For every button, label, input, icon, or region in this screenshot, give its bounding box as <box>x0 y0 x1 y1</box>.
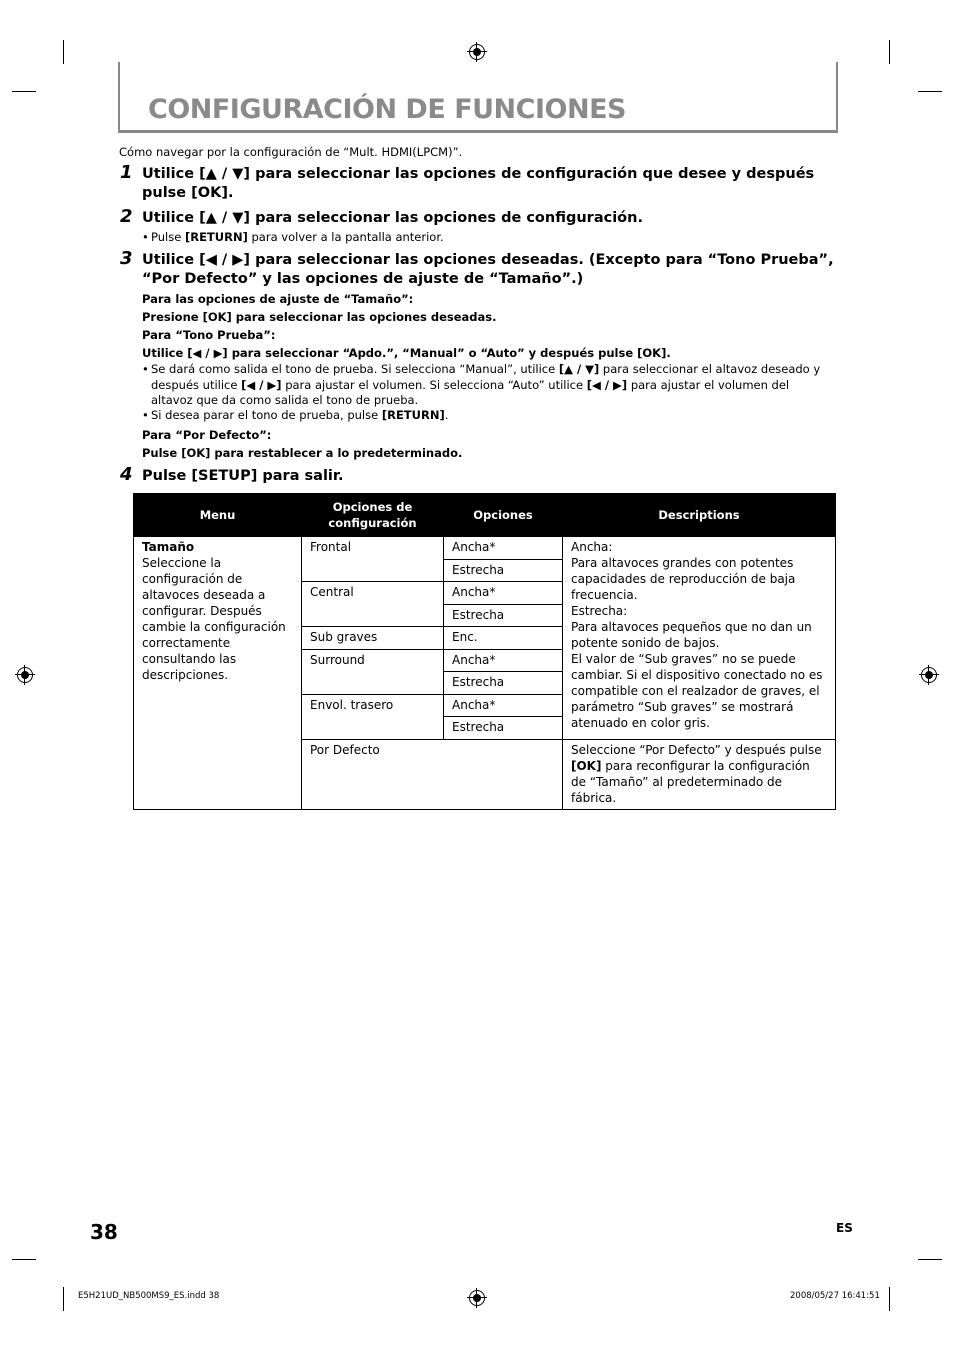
step-text: Utilice [◀ / ▶] para seleccionar las opciones deseadas. (Excepto para “Tono Prueba”, “Por Defecto” y las opciones de ajuste de “Tamaño”.) <box>142 252 834 287</box>
key-label: [◀ / ▶] <box>586 377 628 392</box>
column-header: Descriptions <box>563 494 836 537</box>
step-text: Pulse [SETUP] para salir. <box>142 468 344 484</box>
key-label: [◀ / ▶] <box>241 377 282 392</box>
step-number: 4 <box>120 464 133 485</box>
step-number: 1 <box>120 162 133 183</box>
crop-mark <box>12 1259 36 1260</box>
table-row <box>134 537 836 560</box>
option-cell: Estrecha <box>444 672 563 695</box>
return-key-label: [RETURN] <box>381 408 445 422</box>
ok-key-label: [OK] <box>571 759 602 773</box>
option-cell: Estrecha <box>444 605 563 627</box>
language-code: ES <box>836 1221 853 1235</box>
setting-cell: Por Defecto <box>302 740 563 810</box>
setting-cell: Central <box>302 582 444 627</box>
description-text: Seleccione “Por Defecto” y después pulse <box>571 743 822 757</box>
description-line: Para altavoces grandes con potentes capacidades de reproducción de baja frecuencia. <box>571 556 796 602</box>
menu-cell <box>134 537 302 810</box>
description-line: El valor de “Sub graves” no se puede cambiar. Si el dispositivo conectado no es compatible con el realzador de graves, el parámetro “Sub graves” se mostrará atenuado en color gris. <box>571 652 823 730</box>
bullet-icon: • <box>142 408 149 422</box>
column-header: Opciones de configuración <box>302 494 444 537</box>
size-text: Presione [OK] para seleccionar las opciones deseadas. <box>142 310 497 324</box>
bullet-icon: • <box>142 230 149 244</box>
note-text: para ajustar el volumen del altavoz que da como salida el tono de prueba. <box>151 377 790 407</box>
footer-date: 2008/05/27 16:41:51 <box>790 1291 880 1301</box>
footer-file: E5H21UD_NB500MS9_ES.indd 38 <box>78 1291 220 1301</box>
description-cell <box>563 740 836 810</box>
table-header-row <box>134 494 836 537</box>
setting-cell: Envol. trasero <box>302 695 444 740</box>
column-header: Menu <box>134 494 302 537</box>
description-line: Ancha: <box>571 540 613 554</box>
key-label: [▲ / ▼] <box>558 362 600 376</box>
step-text: Utilice [▲ / ▼] para seleccionar las opciones de configuración. <box>142 210 643 226</box>
note-text: para volver a la pantalla anterior. <box>247 230 444 244</box>
option-cell: Estrecha <box>444 560 563 582</box>
page-title: CONFIGURACIÓN DE FUNCIONES <box>148 94 626 125</box>
option-cell: Ancha* <box>444 537 563 560</box>
settings-table <box>133 493 836 810</box>
default-text: Pulse [OK] para restablecer a lo predeterminado. <box>142 446 463 460</box>
crop-mark <box>889 40 890 64</box>
default-heading: Para “Por Defecto”: <box>142 428 272 442</box>
step-number: 2 <box>120 206 133 227</box>
option-cell: Enc. <box>444 627 563 650</box>
registration-mark-icon <box>17 667 33 683</box>
tone-heading: Para “Tono Prueba”: <box>142 328 276 342</box>
crop-mark <box>63 1287 64 1311</box>
note-text: . <box>444 408 449 422</box>
step-number: 3 <box>120 248 133 269</box>
setting-cell: Surround <box>302 650 444 695</box>
option-cell: Ancha* <box>444 582 563 605</box>
step-text: Utilice [▲ / ▼] para seleccionar las opciones de configuración que desee y después pulse [OK]. <box>142 166 815 201</box>
return-key-label: [RETURN] <box>184 230 248 244</box>
option-cell: Estrecha <box>444 717 563 740</box>
note-text: Si desea parar el tono de prueba, pulse <box>151 408 382 422</box>
crop-mark <box>12 91 36 92</box>
size-heading: Para las opciones de ajuste de “Tamaño”: <box>142 292 414 306</box>
note-text: Pulse <box>151 230 185 244</box>
note-text: para ajustar el volumen. Si selecciona “Auto” utilice <box>281 377 587 392</box>
crop-mark <box>63 40 64 64</box>
crop-mark <box>889 1287 890 1311</box>
registration-mark-icon <box>469 1290 485 1306</box>
crop-mark <box>918 91 942 92</box>
tone-text: Utilice [◀ / ▶] para seleccionar “Apdo.”, “Manual” o “Auto” y después pulse [OK]. <box>142 346 671 360</box>
note-text: Se dará como salida el tono de prueba. Si selecciona “Manual”, utilice <box>151 362 559 376</box>
bullet-icon: • <box>142 362 149 376</box>
registration-mark-icon <box>469 44 485 60</box>
description-line: Estrecha: <box>571 604 628 618</box>
crop-mark <box>918 1259 942 1260</box>
setting-cell: Frontal <box>302 537 444 582</box>
intro-text: Cómo navegar por la configuración de “Mult. HDMI(LPCM)”. <box>119 145 463 159</box>
page-number: 38 <box>90 1220 118 1244</box>
note-text: para seleccionar el altavoz deseado y después utilice <box>151 362 821 392</box>
option-cell: Ancha* <box>444 695 563 717</box>
menu-description: Seleccione la configuración de altavoces deseada a configurar. Después cambie la configuración correctamente consultando las descripciones. <box>142 556 286 682</box>
description-text: para reconfigurar la configuración de “Tamaño” al predeterminado de fábrica. <box>571 759 810 805</box>
setting-cell: Sub graves <box>302 627 444 650</box>
column-header: Opciones <box>444 494 563 537</box>
menu-title: Tamaño <box>142 540 195 554</box>
registration-mark-icon <box>921 667 937 683</box>
description-cell <box>563 537 836 740</box>
option-cell: Ancha* <box>444 650 563 672</box>
description-line: Para altavoces pequeños que no dan un potente sonido de bajos. <box>571 620 812 650</box>
